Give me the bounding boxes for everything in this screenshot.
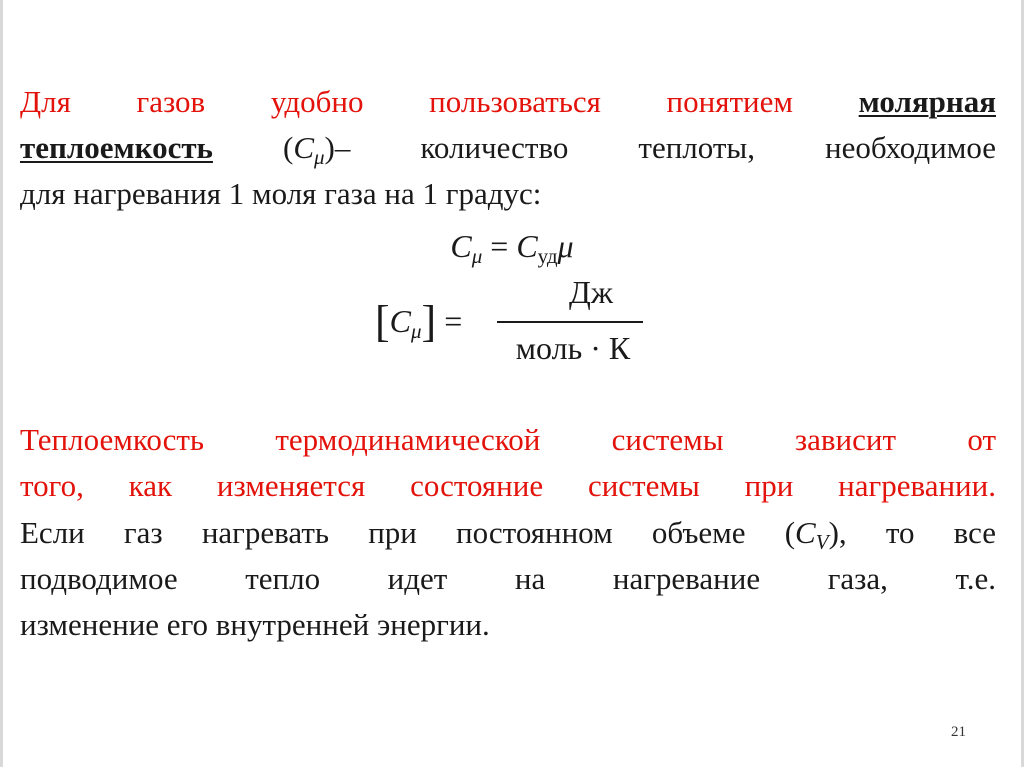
eq2-equals: = xyxy=(436,303,463,339)
definition-text-cont: для нагревания 1 моля газа на 1 градус: xyxy=(20,176,542,211)
eq2-lhs xyxy=(375,296,462,347)
cv-text-post: ), то все xyxy=(828,515,996,550)
eq2-denominator: моль · К xyxy=(515,330,631,366)
paragraph2-line-2 xyxy=(20,463,996,509)
term-heat-capacity: теплоемкость xyxy=(20,130,213,165)
eq2-fraction-bar xyxy=(497,321,643,323)
intro-line-3 xyxy=(20,171,996,217)
dependency-text: Теплоемкость термодинамической системы зависит от xyxy=(20,422,996,457)
symbol-cv-c: C xyxy=(795,515,816,550)
symbol-mu-sub: μ xyxy=(314,145,325,169)
eq1-equals: = xyxy=(482,228,517,264)
eq1-rhs-mu: μ xyxy=(557,228,574,264)
symbol-cv-sub: V xyxy=(815,530,829,554)
eq2-bracket-close: ] xyxy=(421,297,437,346)
eq1-lhs-sub: μ xyxy=(471,244,483,268)
intro-line-1 xyxy=(20,79,996,125)
cv-text-end: изменение его внутренней энергии. xyxy=(20,607,490,642)
paren-open: ( xyxy=(212,130,294,165)
paragraph3-line-2 xyxy=(20,556,996,602)
eq1-lhs-c: C xyxy=(450,228,472,264)
cv-text-cont: подводимое тепло идет на нагревание газа, т.е. xyxy=(20,561,996,596)
paragraph2-line-1 xyxy=(20,417,996,463)
term-molar: молярная xyxy=(858,84,996,119)
eq2-numerator: Дж xyxy=(569,274,613,310)
eq2-bracket-open: [ xyxy=(375,297,390,346)
intro-text: Для газов удобно пользоваться понятием xyxy=(20,84,859,119)
paragraph3-line-3 xyxy=(20,602,996,648)
dependency-text-cont: того, как изменяется состояние системы при нагревании. xyxy=(20,468,996,503)
eq1-rhs-c: C xyxy=(516,228,538,264)
equation-molar-specific xyxy=(0,228,1024,269)
definition-text: )– количество теплоты, необходимое xyxy=(324,130,996,165)
symbol-c: C xyxy=(293,130,314,165)
eq2-sub: μ xyxy=(411,319,422,343)
page-number: 21 xyxy=(951,724,966,740)
cv-text: Если газ нагревать при постоянном объеме ( xyxy=(20,515,796,550)
eq2-c: C xyxy=(389,303,411,339)
eq1-rhs-sub: уд xyxy=(537,244,558,268)
